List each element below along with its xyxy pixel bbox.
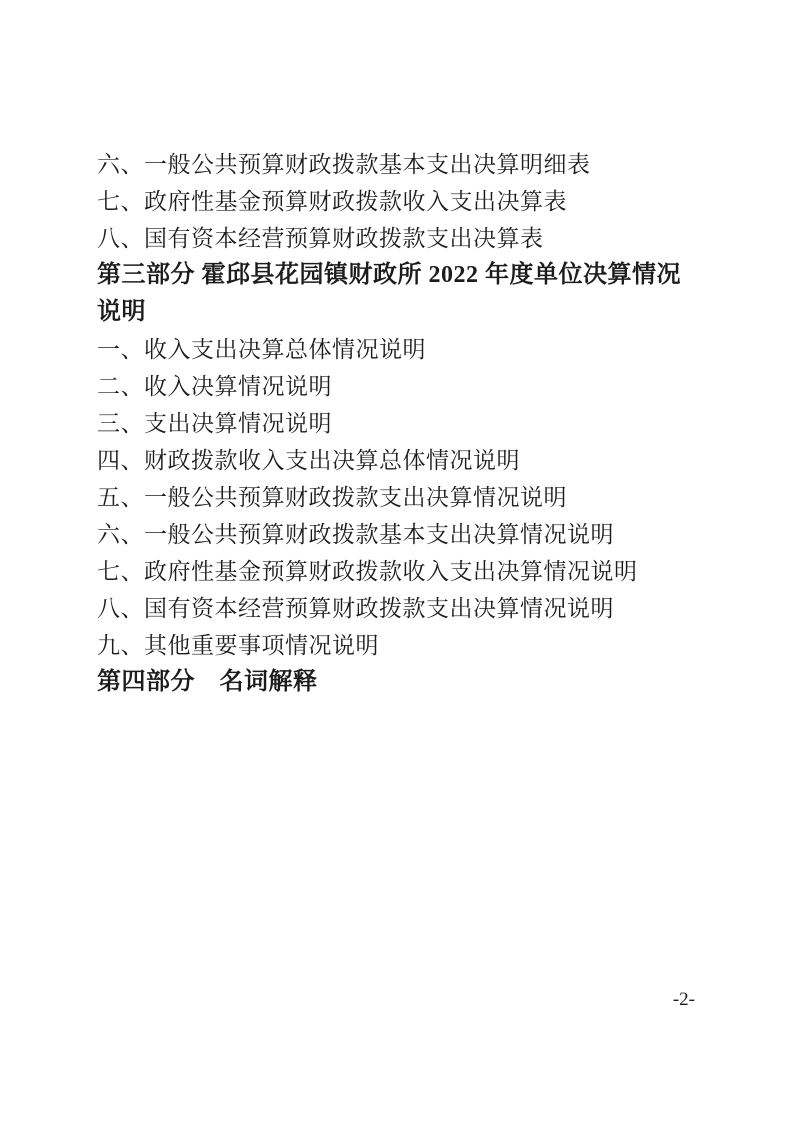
toc-line: 七、政府性基金预算财政拨款收入支出决算表 (97, 189, 567, 214)
toc-line: 五、一般公共预算财政拨款支出决算情况说明 (97, 485, 567, 510)
toc-line: 六、一般公共预算财政拨款基本支出决算情况说明 (97, 522, 614, 547)
toc-line: 一、收入支出决算总体情况说明 (97, 337, 426, 362)
toc-line: 三、支出决算情况说明 (97, 411, 332, 436)
toc-line: 八、国有资本经营预算财政拨款支出决算情况说明 (97, 596, 614, 621)
toc-line: 七、政府性基金预算财政拨款收入支出决算情况说明 (97, 559, 638, 584)
table-of-contents (97, 146, 703, 701)
section-heading: 第三部分 霍邱县花园镇财政所 2022 年度单位决算情况 (97, 262, 681, 288)
toc-line: 六、一般公共预算财政拨款基本支出决算明细表 (97, 152, 591, 177)
toc-line: 九、其他重要事项情况说明 (97, 633, 379, 658)
page-number: -2- (672, 989, 695, 1010)
toc-line: 八、国有资本经营预算财政拨款支出决算表 (97, 226, 544, 251)
section-heading: 第四部分 名词解释 (97, 669, 318, 695)
section-heading-wrap: 说明 (97, 299, 146, 325)
toc-line: 二、收入决算情况说明 (97, 374, 332, 399)
toc-line: 四、财政拨款收入支出决算总体情况说明 (97, 448, 520, 473)
